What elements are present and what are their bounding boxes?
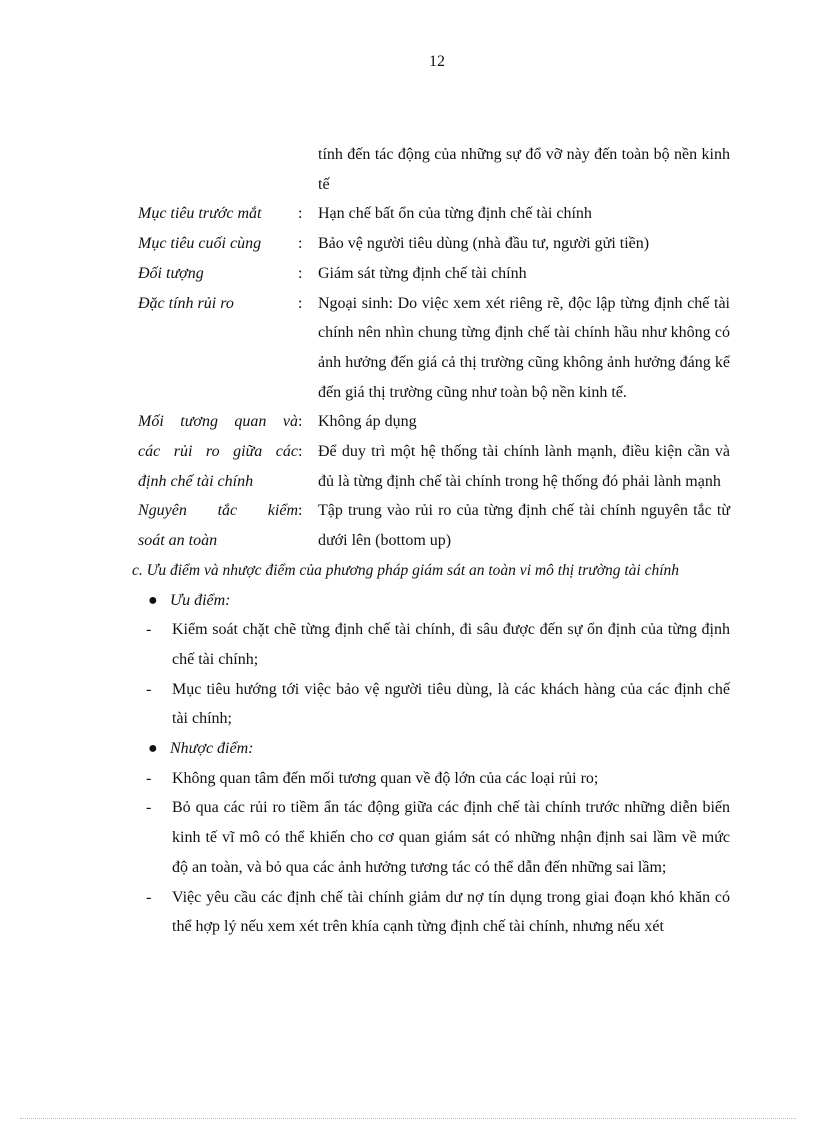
row-term: Mục tiêu cuối cùng xyxy=(138,235,262,253)
section-heading: c. Ưu điểm và nhược điểm của phương pháp giám sát an toàn vi mô thị trường tài chính xyxy=(132,561,680,579)
colon: : xyxy=(298,264,303,282)
list-item-text: Không quan tâm đến mối tương quan về độ lớn của các loại rủi ro; xyxy=(172,769,599,787)
page-number: 12 xyxy=(429,53,445,70)
correlation-defs xyxy=(318,407,730,496)
disadvantages-label xyxy=(138,734,730,764)
row-definition: Không áp dụng xyxy=(318,413,417,431)
list-item-text: Kiểm soát chặt chẽ từng định chế tài chính, đi sâu được đến sự ổn định của từng định chế tài chính; xyxy=(172,621,730,668)
row-term: Nguyên tắc kiểm xyxy=(138,502,298,520)
list-item xyxy=(138,675,730,734)
row-definition: Ngoại sinh: Do việc xem xét riêng rẽ, độc lập từng định chế tài chính nên nhìn chung từng định chế tài chính hầu như không có ảnh hưởng đến giá cả thị trường cũng không ảnh hưởng đáng kể đến giá thị trường cũng như toàn bộ nền kinh tế. xyxy=(318,294,730,401)
list-item xyxy=(138,764,730,794)
dash-icon: - xyxy=(146,769,152,787)
advantages-label xyxy=(138,586,730,616)
dash-icon: - xyxy=(146,680,152,698)
row-term: Mục tiêu trước mắt xyxy=(138,205,262,223)
row-term: định chế tài chính xyxy=(138,472,254,490)
colon: : xyxy=(298,235,303,253)
dash-icon: - xyxy=(146,888,152,906)
table-row xyxy=(138,407,730,496)
bullet-label: Nhược điểm: xyxy=(170,740,254,758)
list-item xyxy=(138,793,730,882)
row-definition: Hạn chế bất ổn của từng định chế tài chính xyxy=(318,205,592,223)
table-row xyxy=(138,229,730,259)
correlation-term xyxy=(138,407,298,496)
table-row xyxy=(138,259,730,289)
principle-term xyxy=(138,496,298,555)
colon: : xyxy=(298,294,303,312)
row-definition: Bảo vệ người tiêu dùng (nhà đầu tư, người gửi tiền) xyxy=(318,235,650,253)
list-item-text: Bỏ qua các rủi ro tiềm ẩn tác động giữa các định chế tài chính trước những diễn biến kinh tế vĩ mô có thể khiến cho cơ quan giám sát có những nhận định sai lầm về mức độ an toàn, và bỏ qua các ảnh hưởng tương tác có thể dẫn đến những sai lầm; xyxy=(172,799,730,876)
row-definition: Tập trung vào rủi ro của từng định chế tài chính nguyên tắc từ dưới lên (bottom up) xyxy=(318,502,730,550)
dash-icon: - xyxy=(146,621,152,639)
page-bottom-rule xyxy=(20,1118,796,1119)
document-body xyxy=(132,140,730,942)
table-row xyxy=(138,199,730,229)
list-item-text: Việc yêu cầu các định chế tài chính giảm dư nợ tín dụng trong giai đoạn khó khăn có thể hợp lý nếu xem xét trên khía cạnh từng định chế tài chính, nhưng nếu xét xyxy=(172,888,730,936)
bullet-label: Ưu điểm: xyxy=(170,591,231,609)
table-row xyxy=(138,289,730,408)
list-item xyxy=(138,883,730,942)
bullet-icon: ● xyxy=(148,591,158,609)
list-item xyxy=(138,615,730,674)
row-definition: Để duy trì một hệ thống tài chính lành mạnh, điều kiện cần và đủ là từng định chế tài chính trong hệ thống đó phải lành mạnh xyxy=(318,443,730,490)
continuation-text: tính đến tác động của những sự đổ vỡ này đến toàn bộ nền kinh tế xyxy=(318,146,730,193)
table-row xyxy=(138,496,730,555)
row-term: Đối tượng xyxy=(138,264,204,282)
colon: : xyxy=(298,443,303,461)
row-term: Mối tương quan và xyxy=(138,413,298,431)
row-definition: Giám sát từng định chế tài chính xyxy=(318,264,527,282)
bullet-icon: ● xyxy=(148,740,158,758)
row-term: các rủi ro giữa các xyxy=(138,443,298,461)
dash-icon: - xyxy=(146,799,152,817)
correlation-colons xyxy=(298,407,318,496)
row-term: soát an toàn xyxy=(138,532,218,550)
list-item-text: Mục tiêu hướng tới việc bảo vệ người tiêu dùng, là các khách hàng của các định chế tài chính; xyxy=(172,680,730,728)
colon: : xyxy=(298,502,303,520)
colon: : xyxy=(298,205,303,223)
row-term: Đặc tính rủi ro xyxy=(138,294,234,312)
colon: : xyxy=(298,413,303,431)
